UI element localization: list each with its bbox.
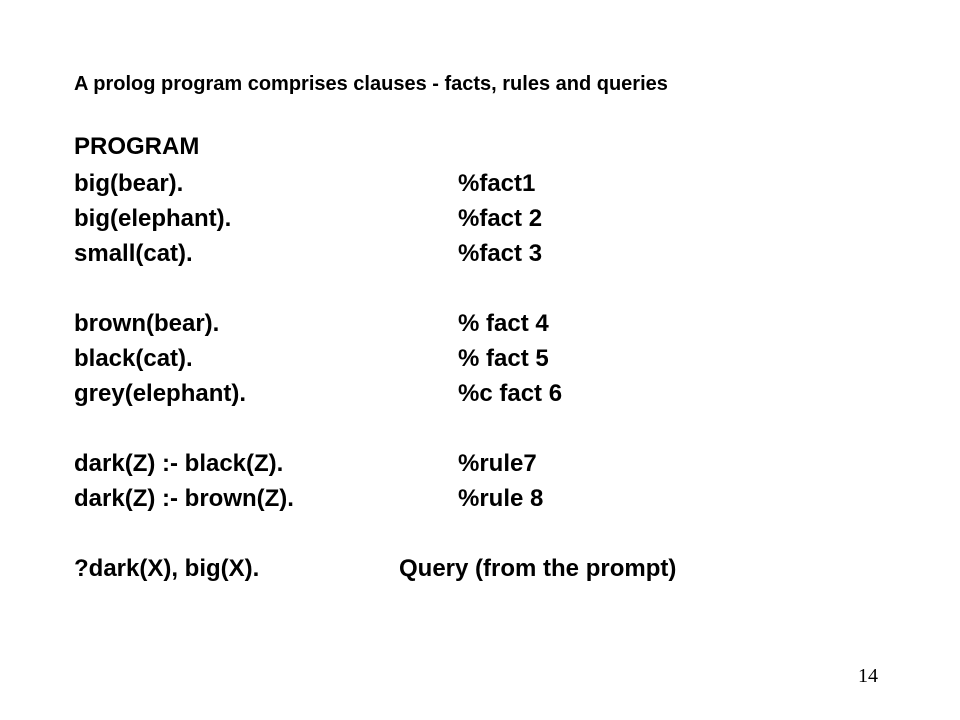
query-comment: Query (from the prompt)	[399, 555, 677, 582]
clause-code: big(bear).	[74, 170, 184, 197]
clause-comment: %fact 3	[458, 240, 543, 267]
clause-comment: %rule 8	[458, 485, 544, 512]
clause-code: dark(Z) :- brown(Z).	[74, 485, 294, 512]
query-code: ?dark(X), big(X).	[74, 555, 260, 582]
clause-code: big(elephant).	[74, 205, 232, 232]
clause-code: dark(Z) :- black(Z).	[74, 450, 284, 477]
intro-text: A prolog program comprises clauses - facts, rules and queries	[74, 73, 668, 95]
clause-comment: % fact 4	[458, 310, 549, 337]
page-number: 14	[858, 665, 878, 687]
program-heading: PROGRAM	[74, 133, 200, 160]
clause-code: brown(bear).	[74, 310, 220, 337]
clause-code: small(cat).	[74, 240, 193, 267]
clause-comment: % fact 5	[458, 345, 549, 372]
clause-comment: %c fact 6	[458, 380, 563, 407]
clause-comment: %rule7	[458, 450, 537, 477]
clause-comment: %fact1	[458, 170, 536, 197]
clause-code: black(cat).	[74, 345, 193, 372]
clause-comment: %fact 2	[458, 205, 543, 232]
clause-code: grey(elephant).	[74, 380, 247, 407]
